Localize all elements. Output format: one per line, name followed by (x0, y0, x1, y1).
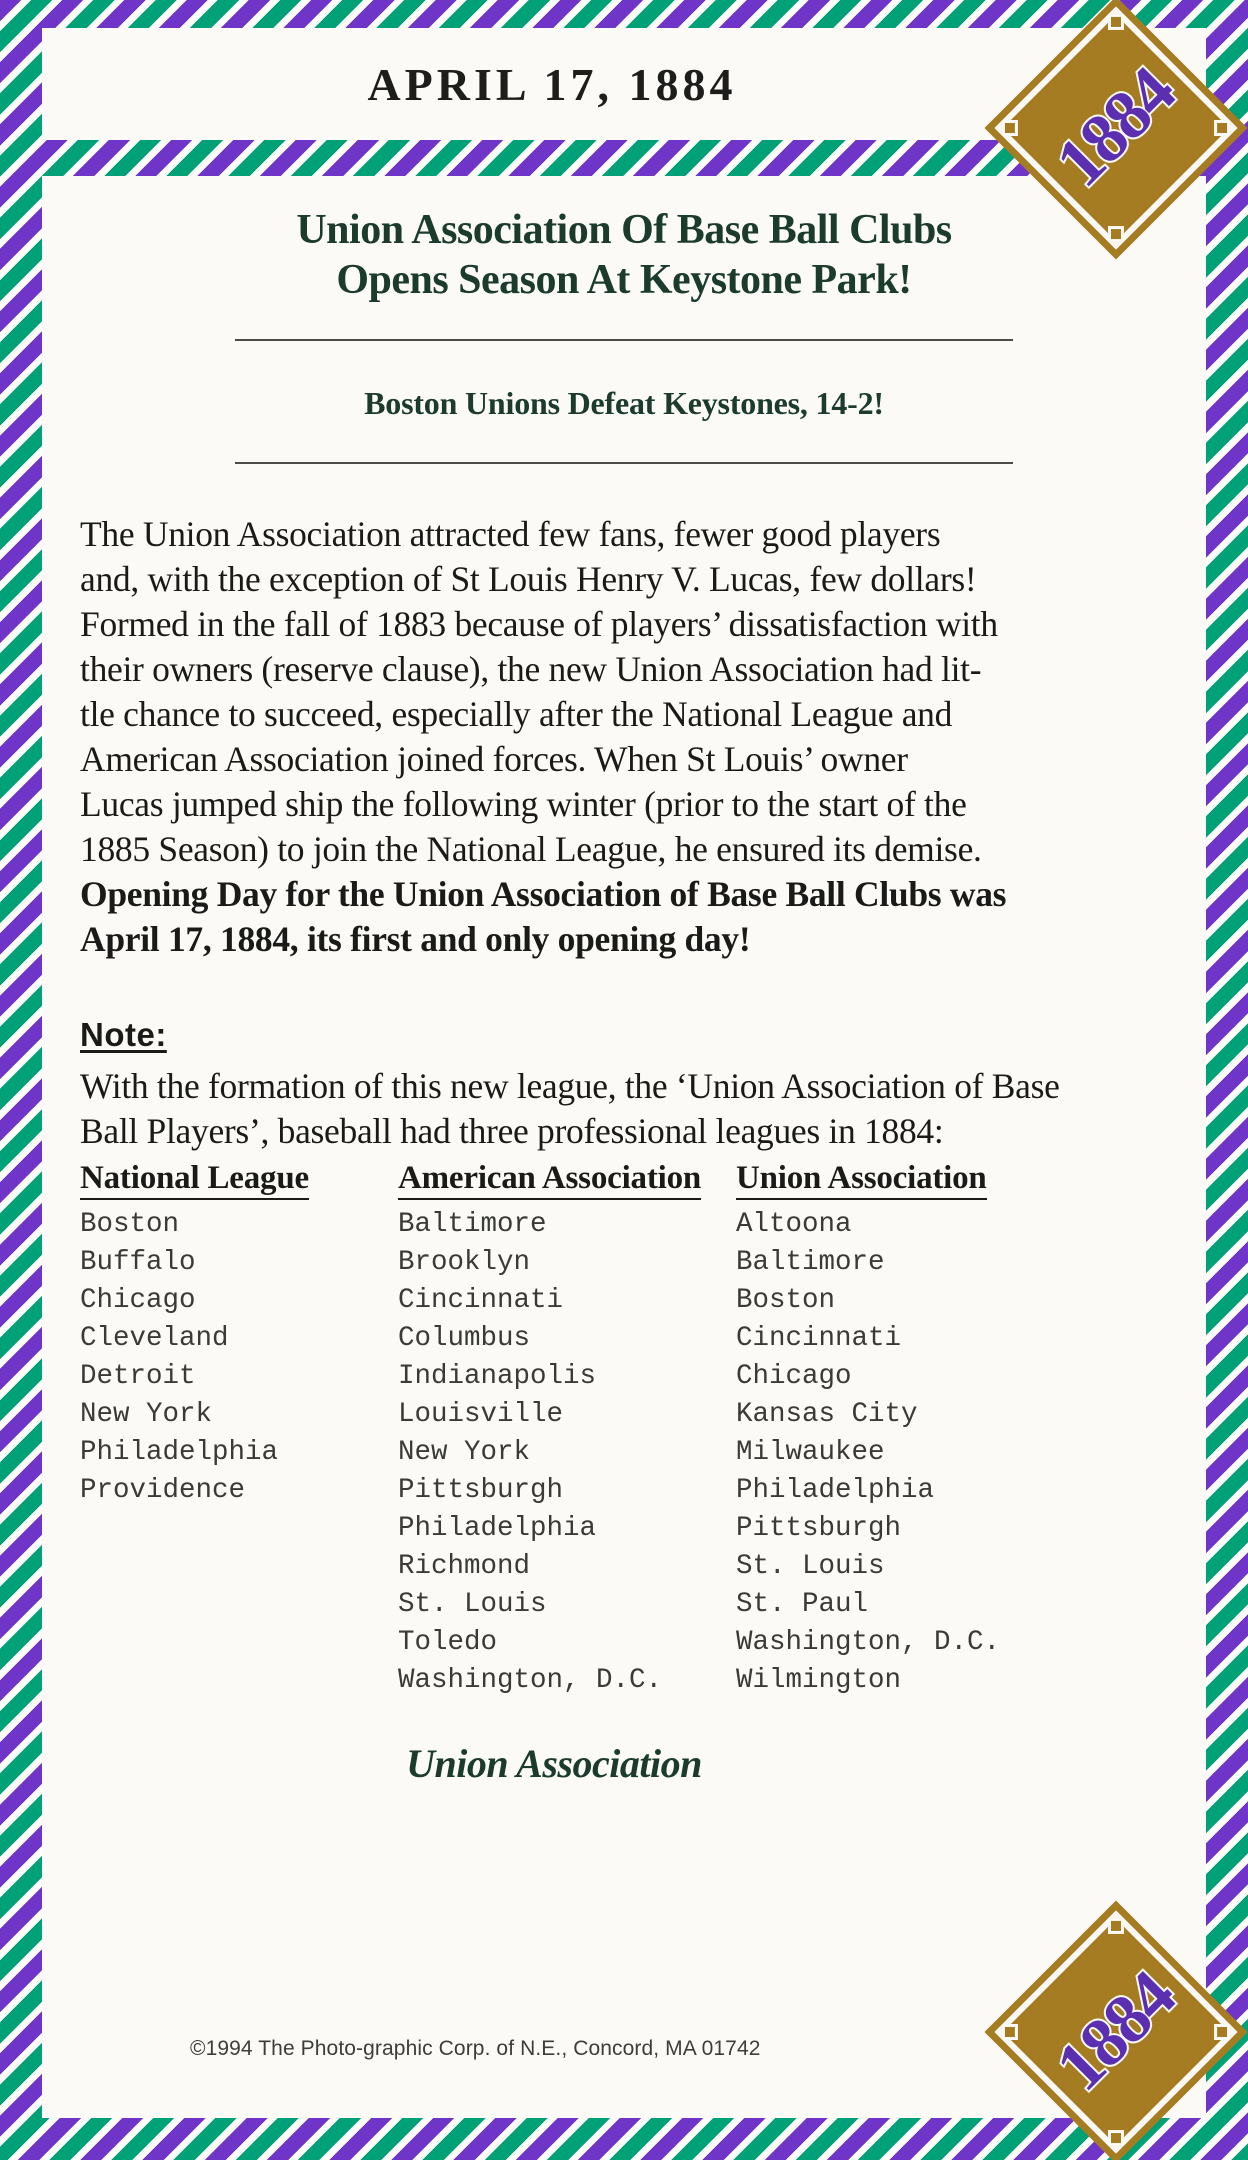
list-item: Pittsburgh (398, 1475, 564, 1507)
note-body (72, 1064, 1176, 1154)
league-column (736, 1160, 1096, 1700)
league-team-list (398, 1206, 736, 1700)
league-column-header: American Association (398, 1160, 701, 1200)
list-item: Philadelphia (736, 1475, 935, 1507)
logo-year-label: 1884 (1041, 53, 1190, 202)
copyright-notice: ©1994 The Photo-graphic Corp. of N.E., Concord, MA 01742 (190, 2037, 761, 2060)
list-item: St. Paul (736, 1589, 869, 1621)
list-item: Boston (80, 1209, 180, 1241)
diamond-base-icon (1108, 1918, 1124, 1934)
article-body-line: The Union Association attracted few fans, fewer good players (80, 514, 941, 555)
date-headline: APRIL 17, 1884 (367, 58, 737, 110)
divider-rule-top (235, 339, 1013, 341)
logo-year-label: 1884 (1041, 1957, 1190, 2106)
list-item: Washington, D.C. (736, 1627, 1001, 1659)
list-item: Buffalo (80, 1247, 196, 1279)
list-item: Cincinnati (398, 1285, 564, 1317)
divider-rule-bottom (235, 462, 1013, 464)
page-title (112, 206, 1136, 305)
article-body-line: their owners (reserve clause), the new Union Association had lit- (80, 649, 982, 690)
article-body-line: April 17, 1884, its first and only opening day! (80, 919, 751, 960)
list-item: Chicago (80, 1285, 196, 1317)
list-item: Richmond (398, 1551, 531, 1583)
list-item: Toledo (398, 1627, 498, 1659)
list-item: Wilmington (736, 1665, 902, 1697)
note-body-line: Ball Players’, baseball had three professional leagues in 1884: (80, 1111, 944, 1152)
list-item: Louisville (398, 1399, 564, 1431)
list-item: Milwaukee (736, 1437, 885, 1469)
note-label: Note: (80, 1016, 167, 1054)
list-item: Cleveland (80, 1323, 229, 1355)
list-item: New York (80, 1399, 213, 1431)
league-column-header: National League (80, 1160, 309, 1200)
list-item: Philadelphia (80, 1437, 279, 1469)
league-column-header: Union Association (736, 1160, 987, 1200)
league-column (398, 1160, 736, 1700)
list-item: Washington, D.C. (398, 1665, 663, 1697)
league-columns (72, 1160, 1176, 1700)
list-item: Detroit (80, 1361, 196, 1393)
list-item: Kansas City (736, 1399, 918, 1431)
list-item: Pittsburgh (736, 1513, 902, 1545)
diamond-base-icon (1214, 120, 1230, 136)
article-body-line: Formed in the fall of 1883 because of players’ dissatisfaction with (80, 604, 998, 645)
subheadline: Boston Unions Defeat Keystones, 14-2! (364, 385, 884, 422)
article-body-line: tle chance to succeed, especially after the National League and (80, 694, 953, 735)
league-column (80, 1160, 398, 1700)
list-item: Columbus (398, 1323, 531, 1355)
league-team-list (80, 1206, 398, 1510)
article-body-line: American Association joined forces. When St Louis’ owner (80, 739, 908, 780)
article-body-line: Opening Day for the Union Association of Base Ball Clubs was (80, 874, 1007, 915)
diamond-base-icon (1002, 120, 1018, 136)
list-item: Cincinnati (736, 1323, 902, 1355)
article-body-line: 1885 Season) to join the National League, he ensured its demise. (80, 829, 982, 870)
union-association-script-mark: Union Association (406, 1741, 702, 1787)
list-item: Baltimore (736, 1247, 885, 1279)
headline-line-2: Opens Season At Keystone Park! (336, 256, 912, 303)
article-content (72, 206, 1176, 1787)
article-body (72, 512, 1176, 962)
diamond-base-icon (1108, 14, 1124, 30)
league-team-list (736, 1206, 1096, 1700)
headline-line-1: Union Association Of Base Ball Clubs (296, 207, 952, 253)
list-item: St. Louis (736, 1551, 885, 1583)
list-item: New York (398, 1437, 531, 1469)
list-item: Indianapolis (398, 1361, 597, 1393)
note-body-line: With the formation of this new league, the ‘Union Association of Base (80, 1066, 1060, 1107)
list-item: Philadelphia (398, 1513, 597, 1545)
diamond-base-icon (1214, 2024, 1230, 2040)
list-item: Boston (736, 1285, 836, 1317)
list-item: St. Louis (398, 1589, 547, 1621)
list-item: Chicago (736, 1361, 852, 1393)
article-body-line: and, with the exception of St Louis Henry V. Lucas, few dollars! (80, 559, 977, 600)
list-item: Brooklyn (398, 1247, 531, 1279)
list-item: Altoona (736, 1209, 852, 1241)
list-item: Providence (80, 1475, 246, 1507)
diamond-base-icon (1108, 2130, 1124, 2146)
diamond-base-icon (1002, 2024, 1018, 2040)
article-body-line: Lucas jumped ship the following winter (prior to the start of the (80, 784, 967, 825)
list-item: Baltimore (398, 1209, 547, 1241)
